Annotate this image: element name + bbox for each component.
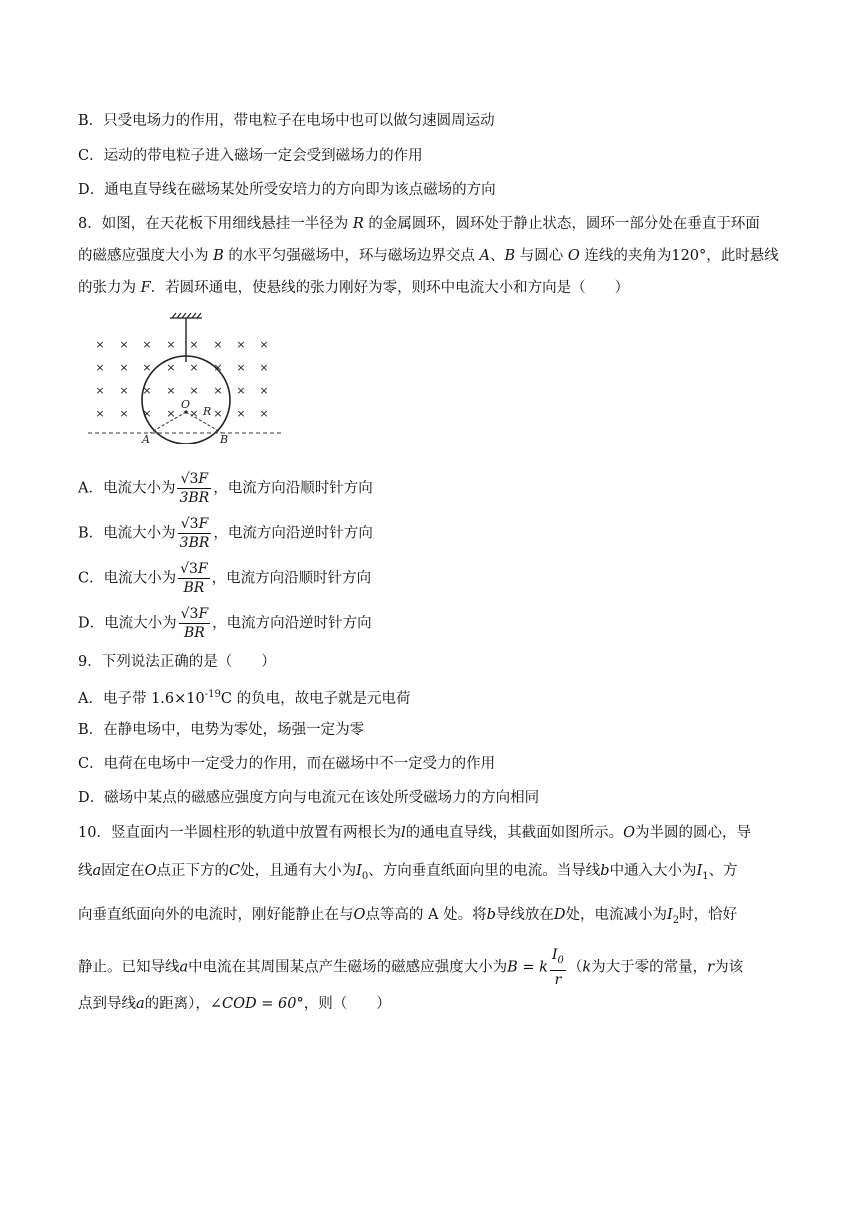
label-o: O [181, 398, 191, 411]
field-cross: × [189, 407, 199, 420]
q10-line-4: 静止。已知导线a中电流在其周围某点产生磁场的磁感应强度大小为B = k $\frac{I_0}{r}$ （k为大于零的常量，r为该 [78, 947, 744, 988]
field-cross: × [213, 407, 223, 420]
fraction-c: $\frac{√3F}{BR}$ [180, 561, 208, 596]
field-cross: × [119, 384, 129, 397]
field-cross: × [119, 338, 129, 351]
q8-option-a: A．电流大小为 $\frac{√3F}{3BR}$ ，电流方向沿顺时针方向 [78, 471, 373, 506]
q8-stem-line-3: 的张力为 F．若圆环通电，使悬线的张力刚好为零，则环中电流大小和方向是（ ） [78, 280, 630, 296]
field-cross: × [213, 361, 223, 374]
q10-line-5: 点到导线a的距离），∠COD = 60°，则（ ） [78, 996, 391, 1012]
q8-option-d: D．电流大小为 $\frac{√3F}{BR}$ ，电流方向沿逆时针方向 [78, 606, 372, 641]
field-cross: × [236, 407, 246, 420]
field-cross: × [142, 361, 152, 374]
q8-stem-line-2: 的磁感应强度大小为 B 的水平匀强磁场中，环与磁场边界交点 A、B 与圆心 O 连线的夹角为120°，此时悬线 [78, 248, 779, 264]
q10-line-1: 10．竖直面内一半圆柱形的轨道中放置有两根长为l的通电直导线，其截面如图所示。O为半圆的圆心，导 [78, 825, 751, 841]
field-cross: × [259, 338, 269, 351]
fraction-i0-over-r: $\frac{I_0}{r}$ [551, 947, 564, 988]
q7-option-c: C．运动的带电粒子进入磁场一定会受到磁场力的作用 [78, 148, 423, 164]
field-cross: × [259, 407, 269, 420]
q9-option-b: B．在静电场中，电势为零处，场强一定为零 [78, 722, 365, 738]
q9-stem: 9．下列说法正确的是（ ） [78, 654, 276, 670]
field-cross: × [189, 338, 199, 351]
field-cross: × [119, 407, 129, 420]
field-cross: × [166, 361, 176, 374]
q8-option-c: C．电流大小为 $\frac{√3F}{BR}$ ，电流方向沿顺时针方向 [78, 561, 372, 596]
field-cross: × [189, 384, 199, 397]
q9-option-a: A．电子带 $1.6\times 10^{-19}C$ 的负电，故电子就是元电荷 [78, 689, 411, 707]
field-cross: × [95, 384, 105, 397]
field-cross: × [236, 338, 246, 351]
q8-option-b: B．电流大小为 $\frac{√3F}{3BR}$ ，电流方向沿逆时针方向 [78, 516, 373, 551]
field-cross: × [95, 338, 105, 351]
field-cross: × [142, 384, 152, 397]
q10-line-2: 线a固定在O点正下方的C处，且通有大小为$I_0$、方向垂直纸面向里的电流。当导线b中通入大小为$I_1$、方 [78, 863, 738, 882]
field-cross: × [236, 361, 246, 374]
field-cross: × [213, 338, 223, 351]
field-cross: × [166, 384, 176, 397]
q7-option-d: D．通电直导线在磁场某处所受安培力的方向即为该点磁场的方向 [78, 182, 496, 198]
field-cross: × [213, 384, 223, 397]
field-cross: × [95, 361, 105, 374]
field-cross: × [259, 384, 269, 397]
field-cross: × [166, 407, 176, 420]
field-cross: × [189, 361, 199, 374]
field-cross: × [142, 338, 152, 351]
fraction-a: $\frac{√3F}{3BR}$ [179, 471, 210, 506]
fraction-d: $\frac{√3F}{BR}$ [180, 606, 209, 641]
fraction-b: $\frac{√3F}{3BR}$ [179, 516, 210, 551]
field-cross: × [142, 407, 152, 420]
q10-line-3: 向垂直纸面向外的电流时，刚好能静止在与O点等高的 A 处。将b导线放在D处，电流减小为$I_2$时，恰好 [78, 907, 738, 926]
q9-option-c: C．电荷在电场中一定受力的作用，而在磁场中不一定受力的作用 [78, 756, 496, 772]
field-cross: × [236, 384, 246, 397]
field-cross: × [259, 361, 269, 374]
label-r: R [203, 405, 212, 418]
field-cross: × [95, 407, 105, 420]
q8-stem-line-1: 8．如图，在天花板下用细线悬挂一半径为 R 的金属圆环，圆环处于静止状态，圆环一部分处在垂直于环面 [78, 216, 760, 232]
q7-option-b: B．只受电场力的作用，带电粒子在电场中也可以做匀速圆周运动 [78, 113, 495, 129]
ceiling-mark [170, 313, 202, 318]
field-cross: × [166, 338, 176, 351]
label-b: B [220, 433, 229, 444]
field-cross: × [119, 361, 129, 374]
q9-option-d: D．磁场中某点的磁感应强度方向与电流元在该处所受磁场力的方向相同 [78, 790, 540, 806]
label-a: A [142, 433, 150, 444]
q8-figure [84, 312, 284, 444]
